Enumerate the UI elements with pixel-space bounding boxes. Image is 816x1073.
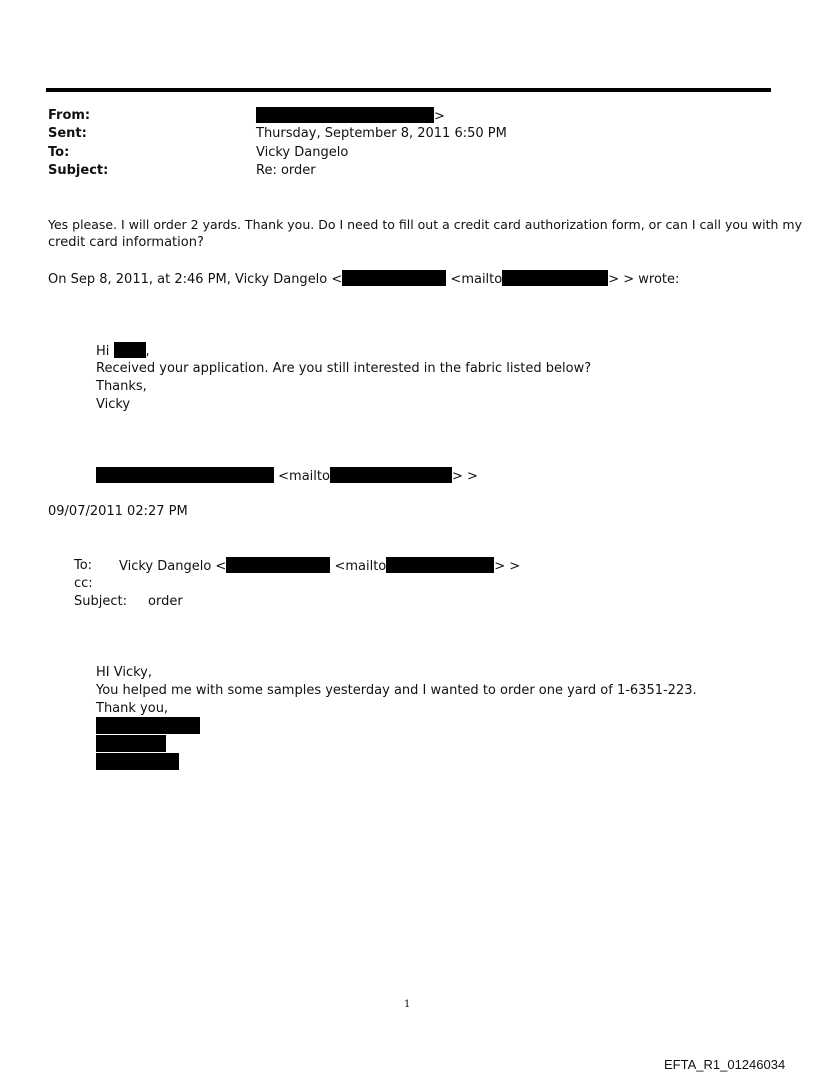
- from-label: From:: [48, 108, 91, 123]
- redaction-box: [226, 557, 330, 573]
- signature-redaction: [96, 753, 179, 770]
- bates-number: EFTA_R1_01246034: [664, 1057, 786, 1072]
- quote1-line-2: Thanks,: [96, 379, 147, 394]
- redaction-box: [256, 107, 434, 123]
- quote2-to-prefix: Vicky Dangelo <: [119, 559, 227, 574]
- page-number: 1: [404, 999, 411, 1010]
- reply-line-1: Yes please. I will order 2 yards. Thank you. Do I need to fill out a credit card authorization form, or can I call you with my: [48, 217, 802, 232]
- quote-intro-mailto: <mailto: [450, 272, 503, 287]
- quote2-cc-label: cc:: [74, 576, 93, 591]
- quote1-greeting: [96, 342, 150, 360]
- quote-intro-suffix: > > wrote:: [608, 272, 680, 287]
- from-value-text: >: [434, 109, 445, 124]
- redaction-box: [114, 342, 146, 358]
- redaction-box: [502, 270, 608, 286]
- to-label: To:: [48, 145, 70, 160]
- subject-value: Re: order: [256, 163, 316, 178]
- quote2-sender-suffix: > >: [451, 469, 478, 484]
- to-value: Vicky Dangelo: [256, 145, 349, 160]
- quote2-subject-label: Subject:: [74, 594, 127, 609]
- quote2-to-suffix: > >: [494, 559, 521, 574]
- quote2-subject-value: order: [148, 594, 183, 609]
- from-value: [256, 107, 445, 125]
- header-rule: [46, 88, 771, 92]
- sent-label: Sent:: [48, 126, 87, 141]
- redaction-box: [96, 467, 274, 483]
- quote-intro-prefix: On Sep 8, 2011, at 2:46 PM, Vicky Dangelo <: [48, 272, 343, 287]
- signature-redaction: [96, 735, 166, 752]
- quote2-line-2: Thank you,: [96, 701, 169, 716]
- quote2-sender: [96, 467, 478, 485]
- quote2-sender-mailto: <mailto: [278, 469, 330, 484]
- sent-value: Thursday, September 8, 2011 6:50 PM: [256, 126, 507, 141]
- subject-label: Subject:: [48, 163, 109, 178]
- redaction-box: [386, 557, 494, 573]
- quote1-greeting-text: Hi: [96, 344, 110, 359]
- quote1-greeting-comma: ,: [145, 344, 150, 359]
- reply-line-2: credit card information?: [48, 235, 204, 250]
- redaction-box: [342, 270, 446, 286]
- quote1-line-1: Received your application. Are you still interested in the fabric listed below?: [96, 361, 592, 376]
- quote2-to-mailto: <mailto: [334, 559, 387, 574]
- quote2-line-1: You helped me with some samples yesterday and I wanted to order one yard of 1-6351-223.: [96, 683, 697, 698]
- quote1-line-3: Vicky: [96, 397, 131, 412]
- quote2-to-label: To:: [74, 558, 93, 573]
- quote-intro: [48, 270, 679, 288]
- quote2-date: 09/07/2011 02:27 PM: [48, 504, 188, 519]
- quote2-greeting: HI Vicky,: [96, 665, 152, 680]
- redaction-box: [330, 467, 452, 483]
- quote2-to-value: [119, 557, 520, 575]
- signature-redaction: [96, 717, 200, 734]
